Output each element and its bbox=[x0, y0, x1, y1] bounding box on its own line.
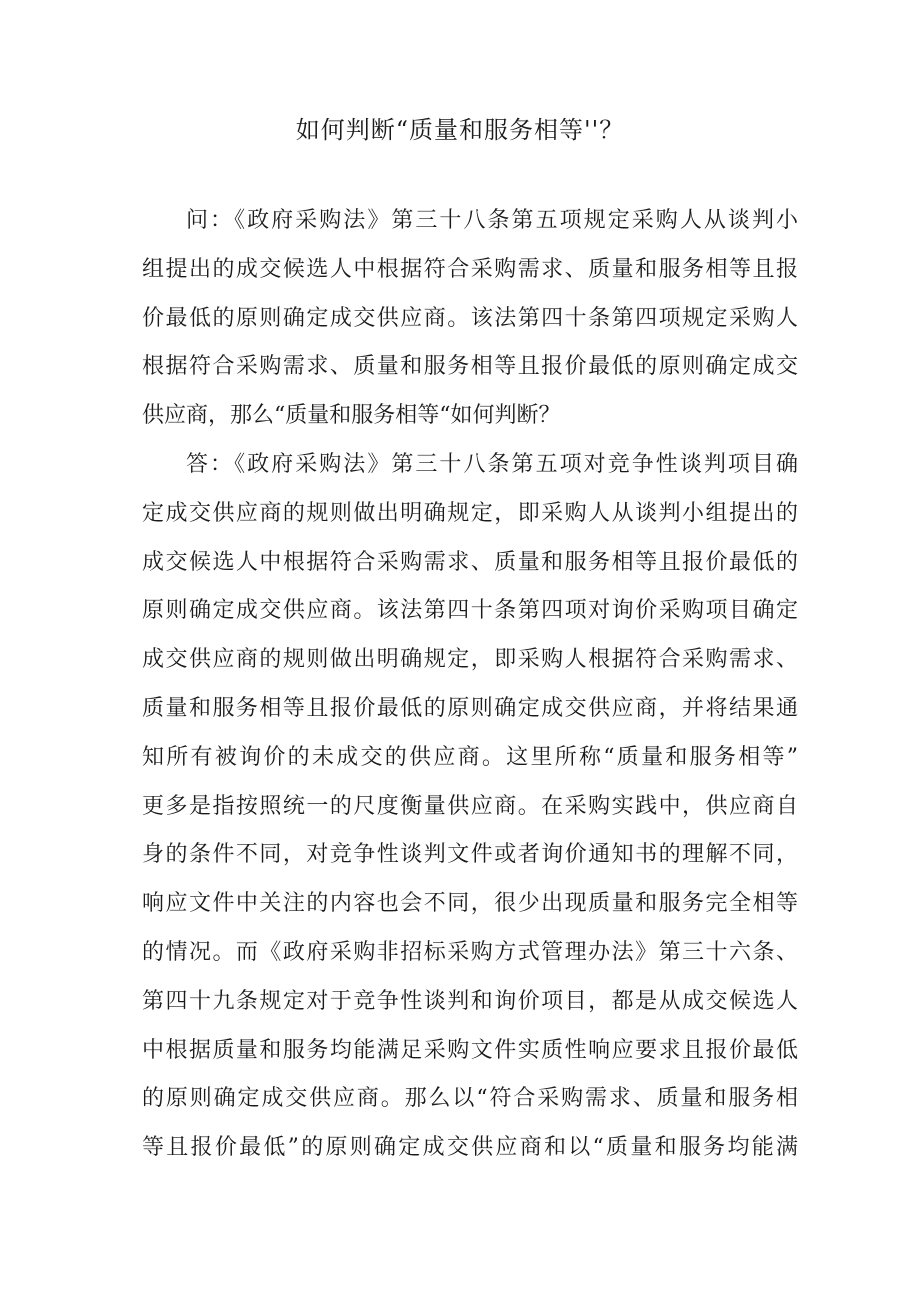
answer-paragraph-line: 等且报价最低”的原则确定成交供应商和以“质量和服务均能满 bbox=[142, 1135, 798, 1161]
answer-paragraph-line: 第四十九条规定对于竞争性谈判和询价项目，都是从成交候选人 bbox=[142, 988, 798, 1014]
question-paragraph-line: 组提出的成交候选人中根据符合采购需求、质量和服务相等且报 bbox=[142, 256, 798, 282]
question-paragraph-line: 价最低的原则确定成交供应商。该法第四十条第四项规定采购人 bbox=[142, 305, 798, 331]
answer-paragraph-line: 身的条件不同，对竞争性谈判文件或者询价通知书的理解不同， bbox=[142, 842, 798, 868]
answer-paragraph-line: 质量和服务相等且报价最低的原则确定成交供应商，并将结果通 bbox=[142, 695, 798, 721]
answer-paragraph-line: 原则确定成交供应商。该法第四十条第四项对询价采购项目确定 bbox=[142, 598, 798, 624]
answer-paragraph-line: 知所有被询价的未成交的供应商。这里所称“质量和服务相等” bbox=[142, 744, 798, 770]
document-body bbox=[142, 197, 798, 1173]
answer-paragraph-line: 的情况。而《政府采购非招标采购方式管理办法》第三十六条、 bbox=[142, 939, 798, 965]
answer-paragraph-line: 成交候选人中根据符合采购需求、质量和服务相等且报价最低的 bbox=[142, 549, 798, 575]
answer-paragraph-line: 响应文件中关注的内容也会不同，很少出现质量和服务完全相等 bbox=[142, 891, 798, 917]
answer-paragraph-line: 更多是指按照统一的尺度衡量供应商。在采购实践中，供应商自 bbox=[142, 793, 798, 819]
answer-paragraph-line: 中根据质量和服务均能满足采购文件实质性响应要求且报价最低 bbox=[142, 1037, 798, 1063]
question-paragraph-line: 供应商，那么“质量和服务相等“如何判断？ bbox=[142, 403, 561, 429]
answer-paragraph-line: 定成交供应商的规则做出明确规定，即采购人从谈判小组提出的 bbox=[142, 500, 798, 526]
answer-paragraph-line: 答：《政府采购法》第三十八条第五项对竞争性谈判项目确 bbox=[186, 451, 798, 477]
question-paragraph-line: 根据符合采购需求、质量和服务相等且报价最低的原则确定成交 bbox=[142, 354, 798, 380]
answer-paragraph-line: 的原则确定成交供应商。那么以“符合采购需求、质量和服务相 bbox=[142, 1086, 798, 1112]
answer-paragraph-line: 成交供应商的规则做出明确规定，即采购人根据符合采购需求、 bbox=[142, 647, 798, 673]
question-paragraph-line: 问：《政府采购法》第三十八条第五项规定采购人从谈判小 bbox=[186, 208, 798, 233]
page-title: 如何判断“质量和服务相等''？ bbox=[295, 116, 625, 144]
